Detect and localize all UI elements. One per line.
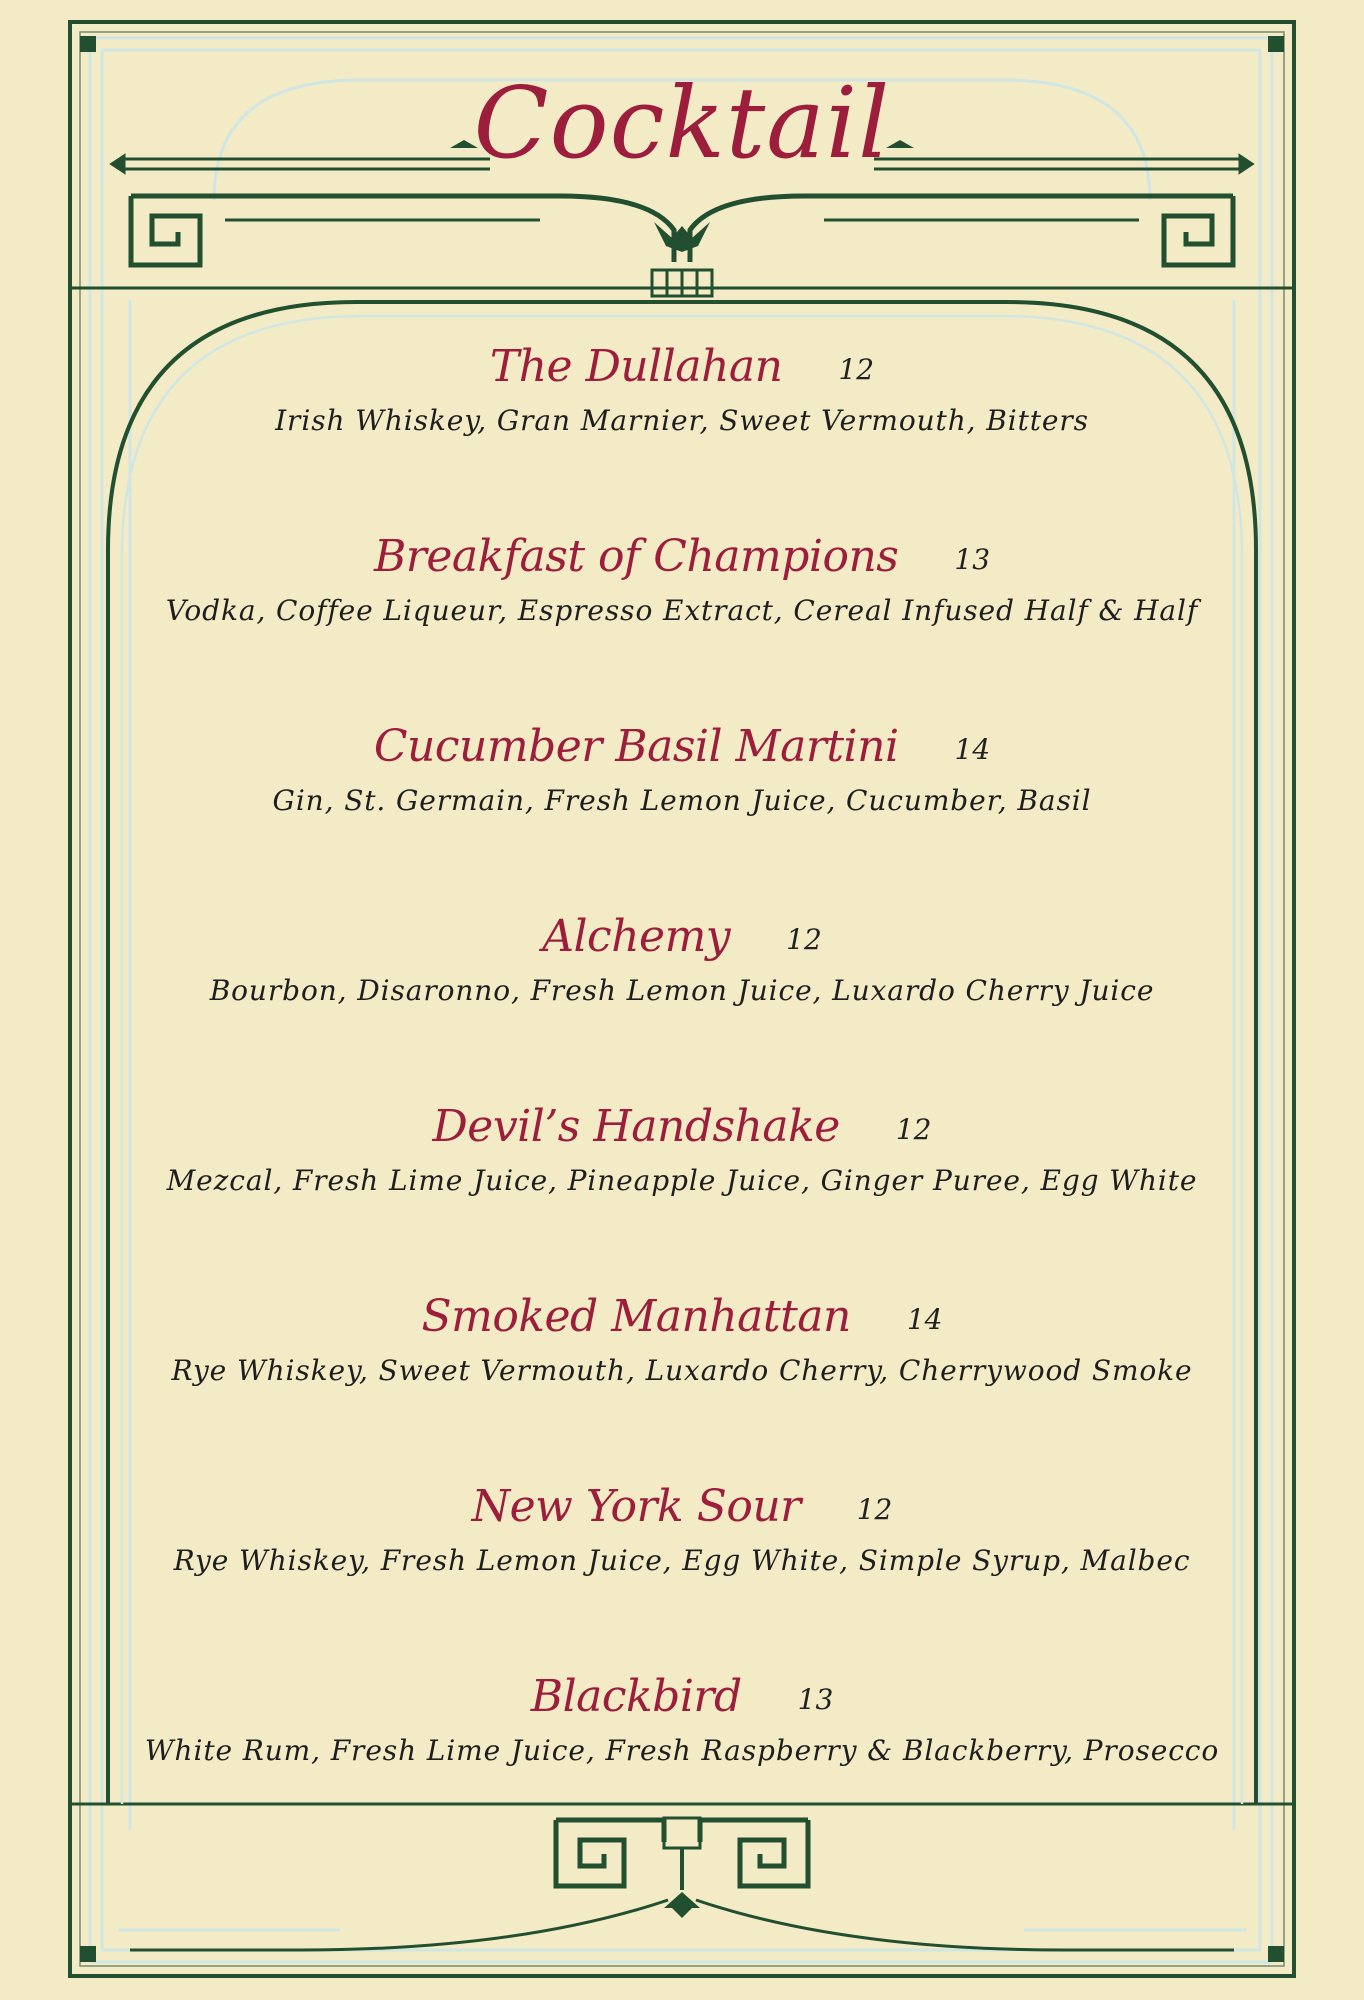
cocktail-header bbox=[110, 338, 1254, 396]
cocktail-price: 13 bbox=[797, 1683, 834, 1716]
cocktail-ingredients: Rye Whiskey, Sweet Vermouth, Luxardo Cherry, Cherrywood Smoke bbox=[171, 1354, 1193, 1387]
lotus-ornament-icon bbox=[652, 222, 712, 296]
cocktail-name: Smoked Manhattan bbox=[421, 1291, 851, 1342]
cocktail-ingredients: Vodka, Coffee Liqueur, Espresso Extract, Cereal Infused Half & Half bbox=[165, 594, 1199, 627]
cocktail-header bbox=[110, 718, 1254, 776]
cocktail-item bbox=[110, 338, 1254, 528]
cocktail-name: Alchemy bbox=[542, 911, 731, 962]
cocktail-price: 12 bbox=[838, 353, 875, 386]
cocktail-header bbox=[110, 1478, 1254, 1536]
cocktail-header bbox=[110, 1668, 1254, 1726]
cocktail-price: 14 bbox=[906, 1303, 943, 1336]
cocktail-item bbox=[110, 1288, 1254, 1478]
cocktail-name: New York Sour bbox=[471, 1481, 801, 1532]
cocktail-item bbox=[110, 1098, 1254, 1288]
footer-lotus-icon bbox=[664, 1892, 700, 1918]
cocktail-ingredients: Rye Whiskey, Fresh Lemon Juice, Egg White, Simple Syrup, Malbec bbox=[173, 1544, 1191, 1577]
cocktail-name: Cucumber Basil Martini bbox=[373, 721, 899, 772]
cocktail-header bbox=[110, 1288, 1254, 1346]
cocktail-ingredients: Irish Whiskey, Gran Marnier, Sweet Vermouth, Bitters bbox=[275, 404, 1089, 437]
cocktail-name: Breakfast of Champions bbox=[373, 531, 899, 582]
cocktail-price: 12 bbox=[786, 923, 822, 956]
cocktail-name: Devil’s Handshake bbox=[432, 1101, 840, 1152]
cocktail-list bbox=[110, 338, 1254, 1858]
cocktail-ingredients: White Rum, Fresh Lime Juice, Fresh Raspberry & Blackberry, Prosecco bbox=[144, 1734, 1220, 1767]
cocktail-price: 14 bbox=[954, 733, 991, 766]
cocktail-header bbox=[110, 1098, 1254, 1156]
cocktail-ingredients: Gin, St. Germain, Fresh Lemon Juice, Cucumber, Basil bbox=[272, 784, 1092, 817]
cocktail-name: Blackbird bbox=[530, 1671, 742, 1722]
menu-title: Cocktail bbox=[473, 67, 891, 181]
cocktail-header bbox=[110, 908, 1254, 966]
cocktail-ingredients: Bourbon, Disaronno, Fresh Lemon Juice, Luxardo Cherry Juice bbox=[209, 974, 1155, 1007]
cocktail-item bbox=[110, 1668, 1254, 1858]
cocktail-name: The Dullahan bbox=[489, 341, 783, 392]
cocktail-item bbox=[110, 718, 1254, 908]
cocktail-item bbox=[110, 528, 1254, 718]
cocktail-item bbox=[110, 1478, 1254, 1668]
cocktail-price: 12 bbox=[895, 1113, 932, 1146]
cocktail-price: 12 bbox=[856, 1493, 893, 1526]
cocktail-ingredients: Mezcal, Fresh Lime Juice, Pineapple Juice, Ginger Puree, Egg White bbox=[166, 1164, 1198, 1197]
cocktail-price: 13 bbox=[954, 543, 991, 576]
cocktail-item bbox=[110, 908, 1254, 1098]
cocktail-header bbox=[110, 528, 1254, 586]
